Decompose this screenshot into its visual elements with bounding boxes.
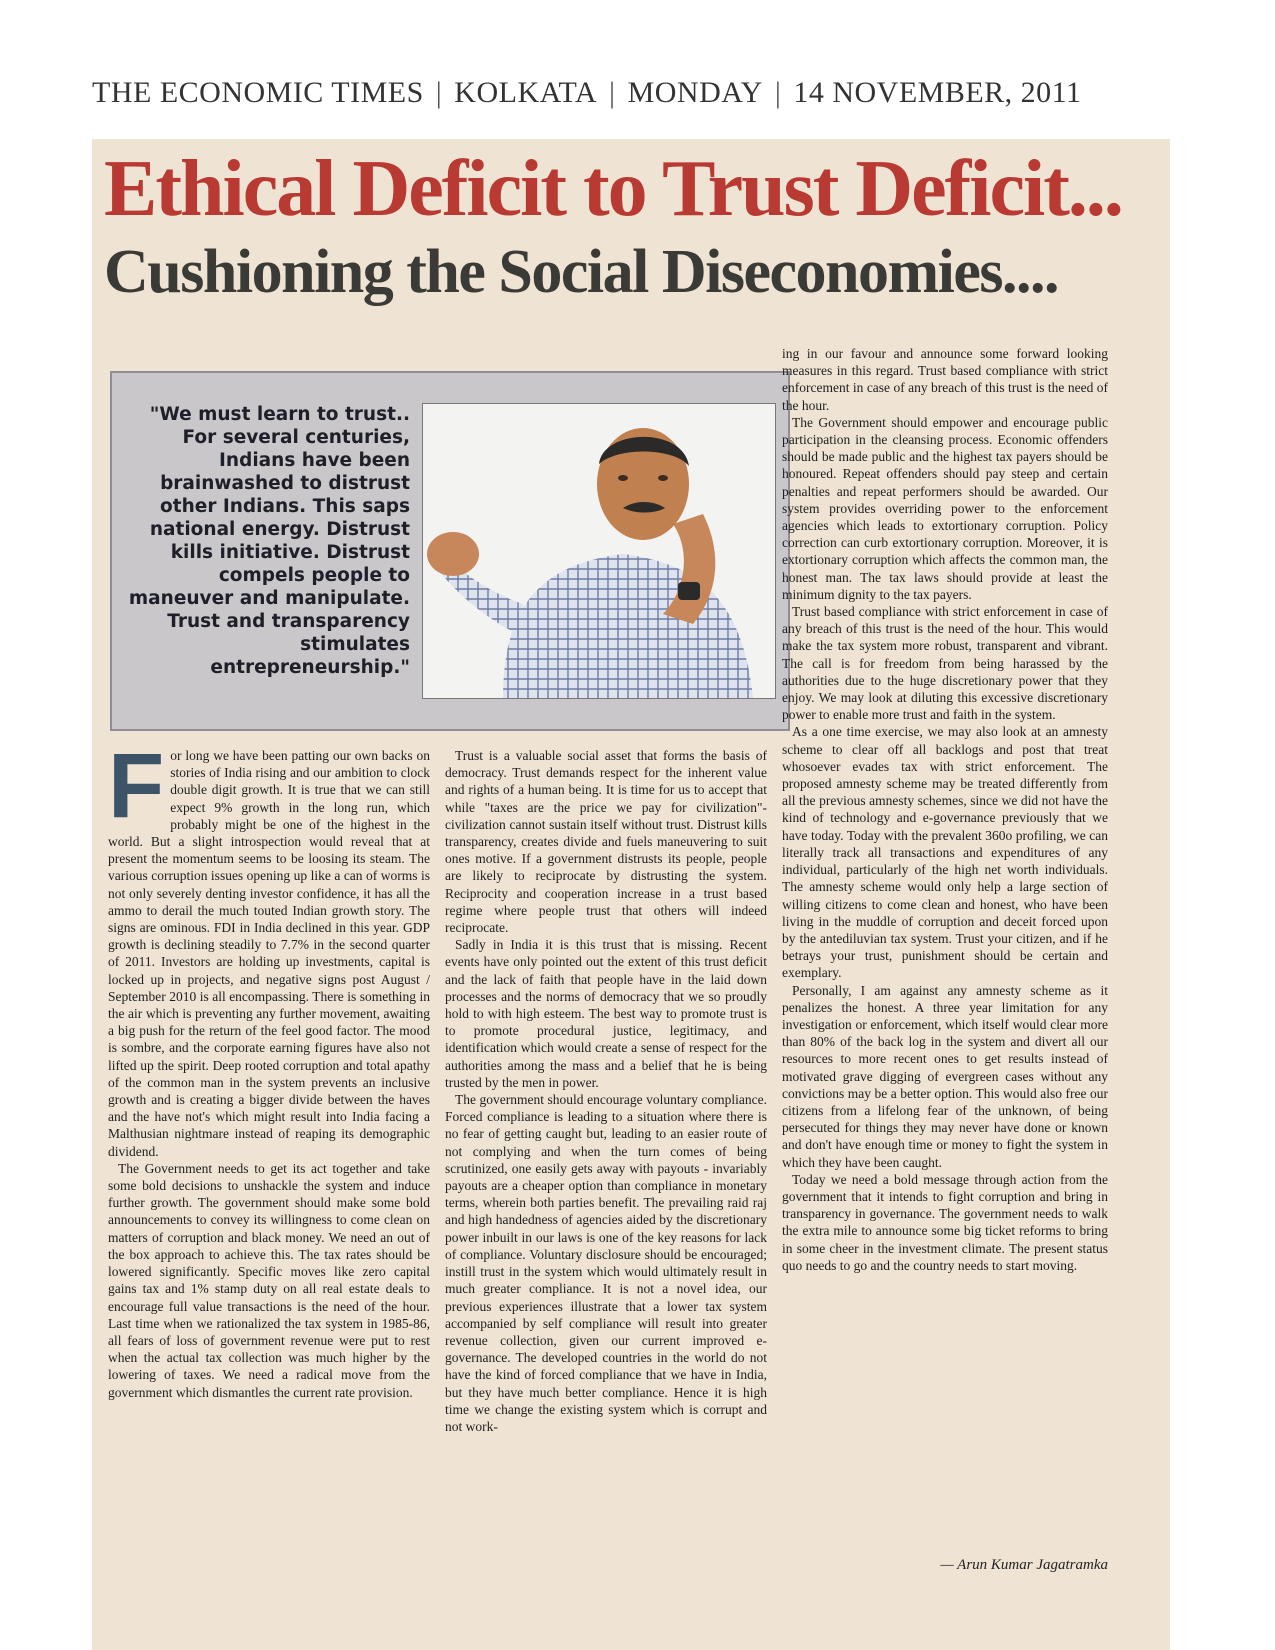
article-column-1 [108,735,430,1401]
paragraph: Today we need a bold message through action from the government that it intends to fight corruption and bring in transparency in governance. The government needs to walk the extra mile to announce some big ticket reforms to bring in some cheer in the investment climate. The present status quo needs to go and the country needs to start moving. [782,1171,1108,1273]
newspaper-clipping [92,139,1170,1650]
person-speaking-illustration [423,404,775,698]
byline: — Arun Kumar Jagatramka [940,1557,1108,1573]
masthead-paper: THE ECONOMIC TIMES [92,76,424,109]
masthead-day: MONDAY [627,76,763,109]
masthead-city: KOLKATA [454,76,598,109]
masthead-date: 14 NOVEMBER, 2011 [793,76,1082,109]
person-speaking-photo [422,403,776,699]
paragraph: Trust based compliance with strict enforcement in case of any breach of this trust is the need of the hour. This would make the tax system more robust, transparent and vibrant. The call is for freedom from being harassed by the authorities due to the huge discretionary power that they enjoy. We may look at diluting this excessive discretionary power to enable more trust and faith in the system. [782,604,1108,723]
masthead-separator: | [609,76,616,109]
masthead-separator: | [435,76,443,109]
paragraph: The Government should empower and encourage public participation in the cleansing process. Economic offenders should be made public and the highest tax payers should be honoured. Repeat offenders should pay steep and certain penalties and repeat performers should be awarded. Our system provides overriding power to the enforcement agencies which leads to extortionary corruption. Policy correction can curb extortionary corruption. Moreover, it is extortionary corruption which affects the common man, the honest man. The tax laws should provide at least the minimum dignity to the tax payers. [782,414,1108,602]
masthead [92,76,1172,110]
paragraph: Personally, I am against any amnesty scheme as it penalizes the honest. A three year limitation for any investigation or enforcement, which itself would clear more than 80% of the back log in the system and divert all our resources to more recent ones to get results instead of motivated grave digging of evergreen cases without any convictions may be a better option. This would also free our citizens from a lifelong fear of the unknown, of being persecuted for things they may never have done or known and don't have enough time or money to fight the system in which they have been caught. [782,982,1108,1170]
subheadline: Cushioning the Social Diseconomies.... [104,238,1059,306]
paragraph: ing in our favour and announce some forward looking measures in this regard. Trust based compliance with strict enforcement in case of any breach of this trust is the need of the hour. [782,346,1108,413]
article-column-3 [782,345,1108,1274]
paragraph: Sadly in India it is this trust that is missing. Recent events have only pointed out the extent of this trust deficit and the lack of faith that people have in the laid down processes and the norms of democracy that we so proudly hold to with high esteem. The best way to promote trust is to promote procedural justice, legitimacy, and identification which would create a sense of respect for the authorities among the mass and a belief that he is being trusted by the men in power. [445,937,767,1090]
paragraph: The Government needs to get its act together and take some bold decisions to unshackle the system and induce further growth. The government should make some bold announcements to convey its willingness to come clean on matters of corruption and black money. We need an out of the box approach to achieve this. The tax rates should be lowered significantly. Specific moves like zero capital gains tax and 1% stamp duty on all real estate deals to encourage full value transactions is the need of the hour. Last time when we rationalized the tax system in 1985-86, all fears of loss of government revenue were put to rest when the actual tax collection was much higher by the lowering of taxes. We need a radical move from the government which dismantles the current rate provision. [108,1160,430,1400]
masthead-separator: | [774,76,782,109]
drop-cap: F [108,735,165,837]
article-column-2 [445,747,767,1435]
paragraph: Trust is a valuable social asset that forms the basis of democracy. Trust demands respect for the inherent value and rights of a human being. It is time for us to accept that while "taxes are the price we pay for civilization"- civilization cannot sustain itself without trust. Distrust kills transparency, creates divide and fuels maneuvering to suit ones motive. If a government distrusts its people, people are likely to reciprocate by distrusting the system. Reciprocity and cooperation increase in a trust based regime where people trust that others will indeed reciprocate. [445,748,767,936]
paragraph: or long we have been patting our own backs on stories of India rising and our ambition to clock double digit growth. It is true that we can still expect 9% growth in the long run, which probably might be one of the highest in the world. But a slight introspection would reveal that at present the momentum seems to be loosing its steam. The various corruption issues opening up like a can of worms is not only severely denting investor confidence, it has all the ammo to derail the much touted Indian growth story. The signs are ominous. FDI in India declined in this year. GDP growth is declining steadily to 7.7% in the second quarter of 2011. Investors are holding up investments, capital is locked up in projects, and negative signs post August / September 2010 is all encompassing. There is something in the air which is preventing any further movement, awaiting a big push for the return of the feel good factor. The mood is sombre, and the corporate earning figures have also not lifted up the spirit. Deep rooted corruption and total apathy of the common man in the system prevents an inclusive growth and is creating a bigger divide between the haves and the have not's which might result into India facing a Malthusian nightmare instead of reaping its demographic dividend. [108,748,430,1159]
pull-quote-box [110,371,790,731]
pull-quote: "We must learn to trust.. For several centuries, Indians have been brainwashed to distrust other Indians. This saps national energy. Distrust kills initiative. Distrust compels people to maneuver and manipulate. Trust and transparency stimulates entrepreneurship." [128,404,410,678]
headline: Ethical Deficit to Trust Deficit... [104,145,1122,233]
paragraph: As a one time exercise, we may also look at an amnesty scheme to clear off all backlogs and post that treat whosoever evades tax with strict enforcement. The proposed amnesty scheme may be treated differently from all the previous amnesty schemes, since we did not have the kind of technology and e-governance previously that we have today. Today with the prevalent 360o profiling, we can literally track all transactions and expenditures of any individual, particularly of the high net worth individuals. The amnesty scheme would only help a large section of willing citizens to come clean and honest, who have been living in the muddle of corruption and deceit forced upon by the antediluvian tax system. Trust your citizen, and if he betrays your trust, punishment should be certain and exemplary. [782,724,1108,981]
paragraph: The government should encourage voluntary compliance. Forced compliance is leading to a situation where there is no fear of getting caught but, leading to an easier route of not complying and when the turn comes of being scrutinized, one easily gets away with payouts - invariably payouts are a cheaper option than compliance in monetary terms, wherein both parties benefit. The prevailing raid raj and high handedness of agencies aided by the discretionary power inbuilt in our laws is one of the key reasons for lack of compliance. Voluntary disclosure should be encouraged; instill trust in the system which would ultimately result in much greater compliance. It is not a novel idea, our previous experiences illustrate that a lower tax system accompanied by self compliance will result into greater revenue collection, given our current improved e-governance. The developed countries in the world do not have the kind of forced compliance that we have in India, but they have much better compliance. Hence it is high time we change the existing system which is corrupt and not work- [445,1092,767,1434]
